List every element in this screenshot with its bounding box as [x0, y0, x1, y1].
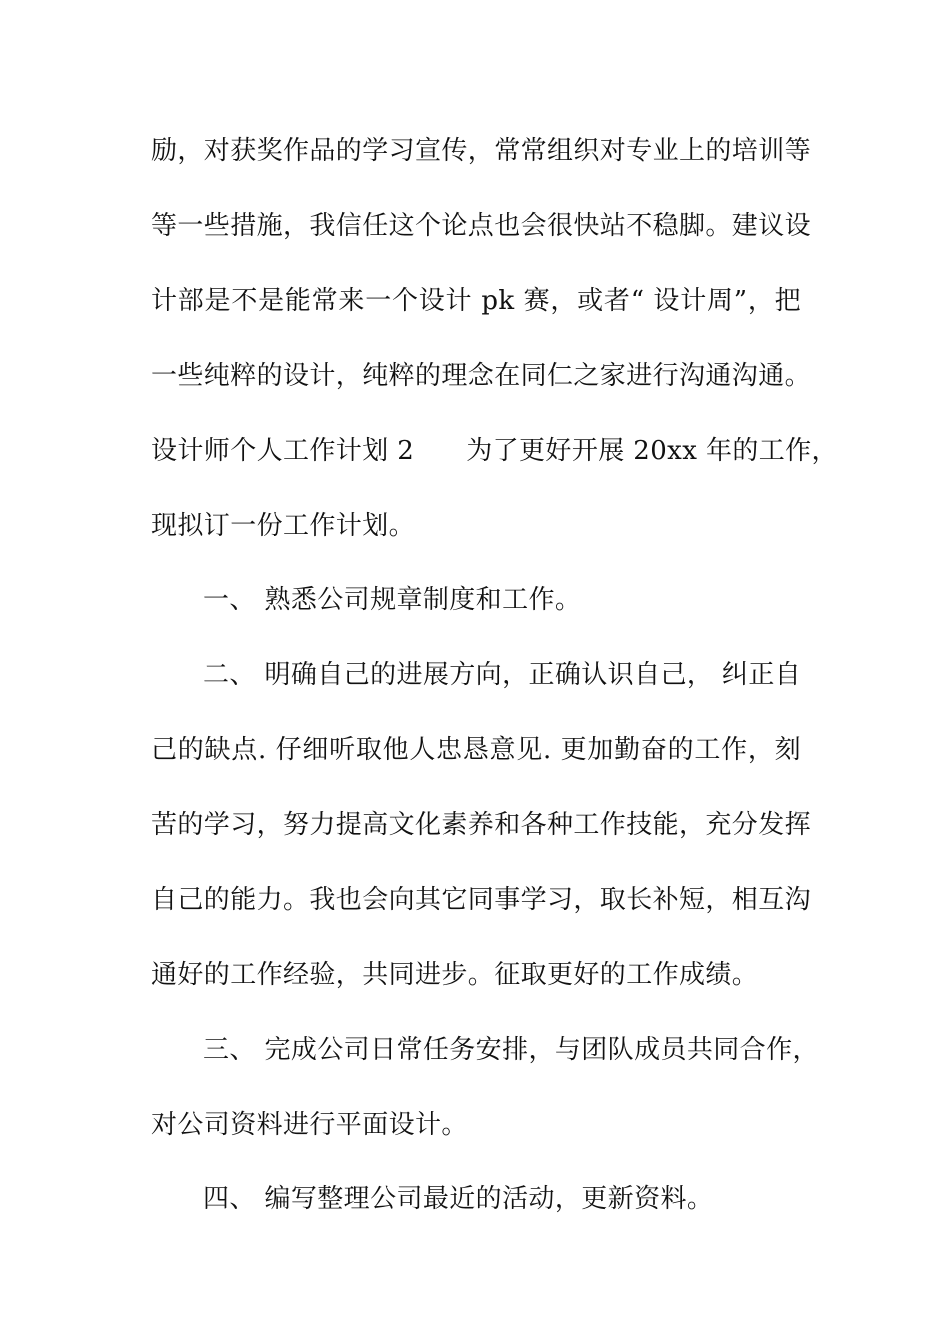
section-heading-line: [151, 431, 838, 471]
paragraph-line: 现拟订一份工作计划。: [151, 511, 416, 541]
paragraph-line: 计部是不是能常来一个设计 pk 赛，或者“ 设计周”，把: [151, 286, 801, 316]
paragraph-line: 等一些措施，我信任这个论点也会很快站不稳脚。建议设: [151, 211, 812, 241]
list-item-1: 一、 熟悉公司规章制度和工作。: [203, 585, 582, 615]
section-heading-title: 设计师个人工作计划 2: [151, 436, 415, 466]
paragraph-line: 自己的能力。我也会向其它同事学习，取长补短，相互沟: [151, 885, 812, 915]
section-heading-continuation: 为了更好开展 20xx 年的工作，: [466, 436, 838, 466]
paragraph-line: 苦的学习，努力提高文化素养和各种工作技能，充分发挥: [151, 810, 812, 840]
list-item-2: 二、 明确自己的进展方向，正确认识自己， 纠正自: [203, 660, 802, 690]
paragraph-line: 己的缺点. 仔细听取他人忠恳意见. 更加勤奋的工作，刻: [151, 735, 801, 765]
list-item-4: 四、 编写整理公司最近的活动，更新资料。: [203, 1184, 714, 1214]
paragraph-line: 一些纯粹的设计，纯粹的理念在同仁之家进行沟通沟通。: [151, 361, 812, 391]
list-item-3: 三、 完成公司日常任务安排，与团队成员共同合作，: [203, 1035, 819, 1065]
paragraph-line: 通好的工作经验，共同进步。征取更好的工作成绩。: [151, 960, 759, 990]
paragraph-line: 对公司资料进行平面设计。: [151, 1110, 468, 1140]
paragraph-line: 励，对获奖作品的学习宣传，常常组织对专业上的培训等: [151, 136, 812, 166]
